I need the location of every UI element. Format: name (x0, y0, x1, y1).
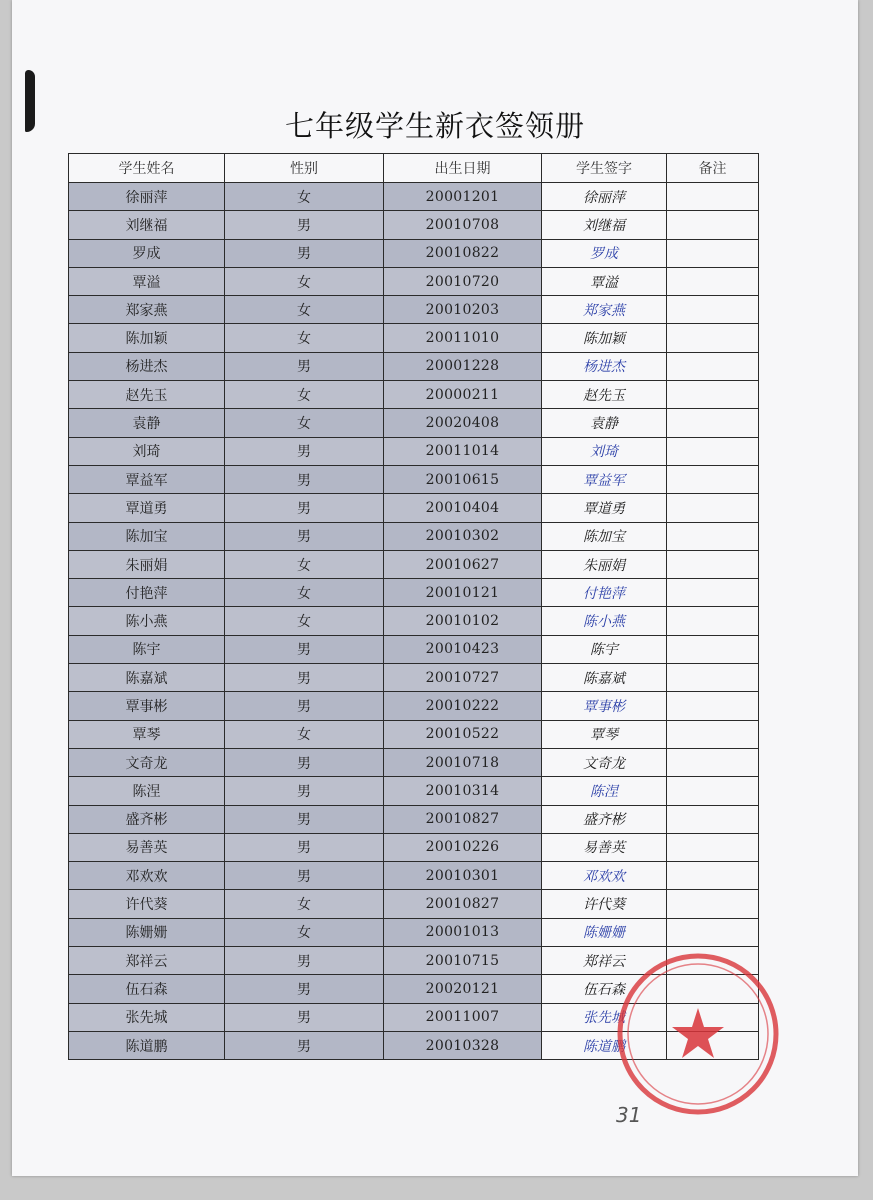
gender-cell: 男 (225, 975, 384, 1003)
student-name-cell: 陈小燕 (69, 607, 225, 635)
remarks-cell (667, 465, 759, 493)
birth-date-cell: 20010404 (384, 494, 542, 522)
header-gender: 性别 (225, 154, 384, 183)
signature-cell: 罗成 (542, 239, 667, 267)
seal-star-icon (672, 1008, 724, 1058)
gender-cell: 女 (225, 918, 384, 946)
table-row (69, 748, 759, 776)
student-name-cell: 陈宇 (69, 635, 225, 663)
gender-cell: 男 (225, 522, 384, 550)
signature-cell: 覃溢 (542, 267, 667, 295)
birth-date-cell: 20010822 (384, 239, 542, 267)
document-title: 七年级学生新衣签领册 (284, 109, 585, 143)
signature-cell: 伍石森 (542, 975, 667, 1003)
birth-date-cell: 20010328 (384, 1031, 542, 1059)
header-birth-date: 出生日期 (384, 154, 542, 183)
signature-cell: 覃事彬 (542, 692, 667, 720)
table-row (69, 465, 759, 493)
remarks-cell (667, 607, 759, 635)
gender-cell: 男 (225, 437, 384, 465)
table-row (69, 324, 759, 352)
remarks-cell (667, 833, 759, 861)
gender-cell: 男 (225, 692, 384, 720)
remarks-cell (667, 550, 759, 578)
table-row (69, 833, 759, 861)
gender-cell: 男 (225, 352, 384, 380)
table-row (69, 692, 759, 720)
signature-cell: 覃琴 (542, 720, 667, 748)
birth-date-cell: 20001013 (384, 918, 542, 946)
signature-cell: 盛齐彬 (542, 805, 667, 833)
gender-cell: 男 (225, 862, 384, 890)
signature-cell: 陈加颖 (542, 324, 667, 352)
student-name-cell: 付艳萍 (69, 579, 225, 607)
student-name-cell: 袁静 (69, 409, 225, 437)
remarks-cell (667, 890, 759, 918)
remarks-cell (667, 296, 759, 324)
gender-cell: 女 (225, 607, 384, 635)
remarks-cell (667, 381, 759, 409)
birth-date-cell: 20010222 (384, 692, 542, 720)
birth-date-cell: 20010302 (384, 522, 542, 550)
header-name: 学生姓名 (69, 154, 225, 183)
birth-date-cell: 20010615 (384, 465, 542, 493)
student-name-cell: 覃琴 (69, 720, 225, 748)
table-row (69, 409, 759, 437)
table-row (69, 381, 759, 409)
birth-date-cell: 20010708 (384, 211, 542, 239)
remarks-cell (667, 239, 759, 267)
remarks-cell (667, 352, 759, 380)
document-page (12, 0, 858, 1176)
table-row (69, 664, 759, 692)
student-name-cell: 刘继福 (69, 211, 225, 239)
handwritten-page-number: 31 (616, 1103, 642, 1127)
remarks-cell (667, 862, 759, 890)
signature-cell: 陈姗姗 (542, 918, 667, 946)
student-name-cell: 盛齐彬 (69, 805, 225, 833)
remarks-cell (667, 211, 759, 239)
remarks-cell (667, 664, 759, 692)
table-row (69, 352, 759, 380)
birth-date-cell: 20010827 (384, 805, 542, 833)
header-remarks: 备注 (667, 154, 759, 183)
signature-cell: 文奇龙 (542, 748, 667, 776)
table-row (69, 211, 759, 239)
birth-date-cell: 20010314 (384, 777, 542, 805)
signature-cell: 易善英 (542, 833, 667, 861)
birth-date-cell: 20010102 (384, 607, 542, 635)
roster-body (69, 183, 759, 1060)
gender-cell: 女 (225, 324, 384, 352)
student-name-cell: 刘琦 (69, 437, 225, 465)
gender-cell: 男 (225, 833, 384, 861)
signature-cell: 陈宇 (542, 635, 667, 663)
remarks-cell (667, 692, 759, 720)
table-row (69, 550, 759, 578)
student-name-cell: 郑祥云 (69, 947, 225, 975)
birth-date-cell: 20011007 (384, 1003, 542, 1031)
birth-date-cell: 20010827 (384, 890, 542, 918)
gender-cell: 女 (225, 267, 384, 295)
gender-cell: 女 (225, 550, 384, 578)
gender-cell: 女 (225, 579, 384, 607)
table-row (69, 918, 759, 946)
signature-cell: 郑祥云 (542, 947, 667, 975)
table-row (69, 720, 759, 748)
gender-cell: 女 (225, 183, 384, 211)
gender-cell: 男 (225, 465, 384, 493)
student-name-cell: 赵先玉 (69, 381, 225, 409)
student-name-cell: 易善英 (69, 833, 225, 861)
table-row (69, 494, 759, 522)
gender-cell: 男 (225, 805, 384, 833)
remarks-cell (667, 494, 759, 522)
table-row (69, 522, 759, 550)
gender-cell: 男 (225, 1003, 384, 1031)
student-name-cell: 郑家燕 (69, 296, 225, 324)
signature-cell: 付艳萍 (542, 579, 667, 607)
table-row (69, 267, 759, 295)
remarks-cell (667, 522, 759, 550)
remarks-cell (667, 748, 759, 776)
birth-date-cell: 20001228 (384, 352, 542, 380)
birth-date-cell: 20010301 (384, 862, 542, 890)
student-name-cell: 陈嘉斌 (69, 664, 225, 692)
header-signature: 学生签字 (542, 154, 667, 183)
signature-cell: 张先城 (542, 1003, 667, 1031)
student-name-cell: 陈加颖 (69, 324, 225, 352)
signature-cell: 覃益军 (542, 465, 667, 493)
birth-date-cell: 20011010 (384, 324, 542, 352)
student-name-cell: 陈涅 (69, 777, 225, 805)
signature-cell: 陈涅 (542, 777, 667, 805)
student-name-cell: 徐丽萍 (69, 183, 225, 211)
table-row (69, 635, 759, 663)
student-name-cell: 邓欢欢 (69, 862, 225, 890)
remarks-cell (667, 409, 759, 437)
remarks-cell (667, 579, 759, 607)
header-row (69, 154, 759, 183)
table-row (69, 296, 759, 324)
signature-cell: 刘琦 (542, 437, 667, 465)
gender-cell: 男 (225, 211, 384, 239)
student-name-cell: 覃道勇 (69, 494, 225, 522)
birth-date-cell: 20010522 (384, 720, 542, 748)
signature-cell: 陈道鹏 (542, 1031, 667, 1059)
official-seal (614, 950, 782, 1118)
birth-date-cell: 20000211 (384, 381, 542, 409)
student-name-cell: 覃事彬 (69, 692, 225, 720)
table-row (69, 437, 759, 465)
table-row (69, 862, 759, 890)
gender-cell: 女 (225, 381, 384, 409)
table-row (69, 890, 759, 918)
table-row (69, 805, 759, 833)
gender-cell: 女 (225, 890, 384, 918)
table-row (69, 607, 759, 635)
gender-cell: 男 (225, 748, 384, 776)
student-name-cell: 杨进杰 (69, 352, 225, 380)
student-name-cell: 覃溢 (69, 267, 225, 295)
roster-table (68, 153, 759, 1060)
gender-cell: 男 (225, 947, 384, 975)
table-row (69, 579, 759, 607)
signature-cell: 杨进杰 (542, 352, 667, 380)
signature-cell: 陈嘉斌 (542, 664, 667, 692)
signature-cell: 许代葵 (542, 890, 667, 918)
signature-cell: 刘继福 (542, 211, 667, 239)
remarks-cell (667, 267, 759, 295)
student-name-cell: 陈姗姗 (69, 918, 225, 946)
birth-date-cell: 20010627 (384, 550, 542, 578)
student-name-cell: 覃益军 (69, 465, 225, 493)
birth-date-cell: 20010423 (384, 635, 542, 663)
signature-cell: 赵先玉 (542, 381, 667, 409)
birth-date-cell: 20020121 (384, 975, 542, 1003)
remarks-cell (667, 805, 759, 833)
gender-cell: 男 (225, 635, 384, 663)
birth-date-cell: 20010715 (384, 947, 542, 975)
student-name-cell: 许代葵 (69, 890, 225, 918)
remarks-cell (667, 918, 759, 946)
student-name-cell: 张先城 (69, 1003, 225, 1031)
signature-cell: 徐丽萍 (542, 183, 667, 211)
birth-date-cell: 20010727 (384, 664, 542, 692)
remarks-cell (667, 183, 759, 211)
student-name-cell: 朱丽娟 (69, 550, 225, 578)
student-name-cell: 罗成 (69, 239, 225, 267)
student-name-cell: 陈道鹏 (69, 1031, 225, 1059)
birth-date-cell: 20011014 (384, 437, 542, 465)
gender-cell: 女 (225, 296, 384, 324)
birth-date-cell: 20010720 (384, 267, 542, 295)
gender-cell: 女 (225, 720, 384, 748)
remarks-cell (667, 324, 759, 352)
student-name-cell: 伍石森 (69, 975, 225, 1003)
table-row (69, 183, 759, 211)
table-row (69, 239, 759, 267)
student-name-cell: 文奇龙 (69, 748, 225, 776)
table-row (69, 777, 759, 805)
signature-cell: 陈小燕 (542, 607, 667, 635)
signature-cell: 邓欢欢 (542, 862, 667, 890)
gender-cell: 男 (225, 1031, 384, 1059)
birth-date-cell: 20010226 (384, 833, 542, 861)
birth-date-cell: 20010203 (384, 296, 542, 324)
gender-cell: 男 (225, 494, 384, 522)
birth-date-cell: 20010718 (384, 748, 542, 776)
signature-cell: 覃道勇 (542, 494, 667, 522)
remarks-cell (667, 777, 759, 805)
birth-date-cell: 20020408 (384, 409, 542, 437)
student-name-cell: 陈加宝 (69, 522, 225, 550)
signature-cell: 朱丽娟 (542, 550, 667, 578)
gender-cell: 男 (225, 664, 384, 692)
signature-cell: 郑家燕 (542, 296, 667, 324)
signature-cell: 袁静 (542, 409, 667, 437)
gender-cell: 女 (225, 409, 384, 437)
birth-date-cell: 20001201 (384, 183, 542, 211)
remarks-cell (667, 635, 759, 663)
remarks-cell (667, 720, 759, 748)
gender-cell: 男 (225, 239, 384, 267)
gender-cell: 男 (225, 777, 384, 805)
signature-cell: 陈加宝 (542, 522, 667, 550)
remarks-cell (667, 437, 759, 465)
birth-date-cell: 20010121 (384, 579, 542, 607)
